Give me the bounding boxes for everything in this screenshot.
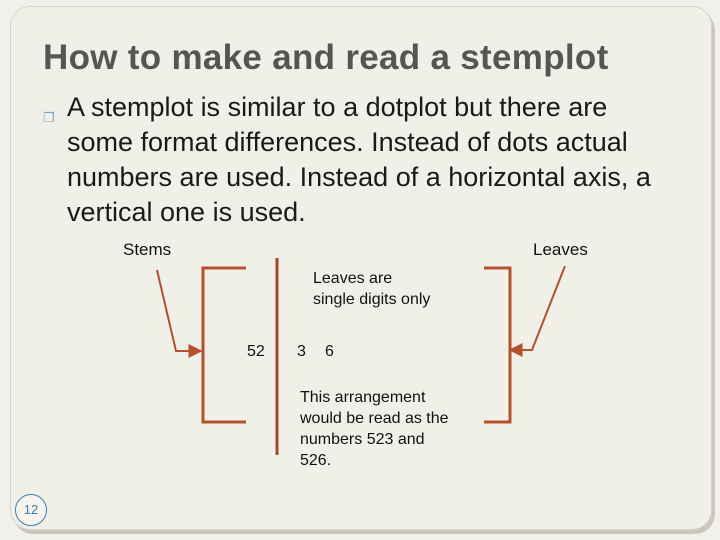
leaves-label: Leaves [533, 240, 588, 259]
reading-note-line: This arrangement [300, 389, 426, 406]
leaves-note-line: single digits only [313, 291, 431, 308]
bullet-line: some format differences. Instead of dots actual [67, 127, 628, 157]
leaves-note-line: Leaves are [313, 270, 393, 287]
reading-note-line: 526. [300, 452, 332, 469]
bullet-line: vertical one is used. [67, 197, 306, 227]
reading-note-line: would be read as the [300, 410, 449, 427]
leaves-note [313, 268, 430, 310]
leaf-value: 3 [297, 343, 306, 360]
diamond-bullet-icon: ❐ [43, 110, 55, 125]
leaf-value: 6 [325, 343, 334, 360]
bullet-line: A stemplot is similar to a dotplot but there are [67, 92, 608, 122]
stems-label: Stems [123, 240, 172, 259]
bullet-paragraph [43, 90, 683, 230]
stem-value: 52 [247, 343, 265, 360]
page-number-badge: 12 [15, 494, 47, 526]
slide-title: How to make and read a stemplot [43, 38, 609, 77]
reading-note [300, 387, 449, 471]
bullet-line: numbers are used. Instead of a horizontal axis, a [67, 162, 651, 192]
reading-note-line: numbers 523 and [300, 431, 425, 448]
